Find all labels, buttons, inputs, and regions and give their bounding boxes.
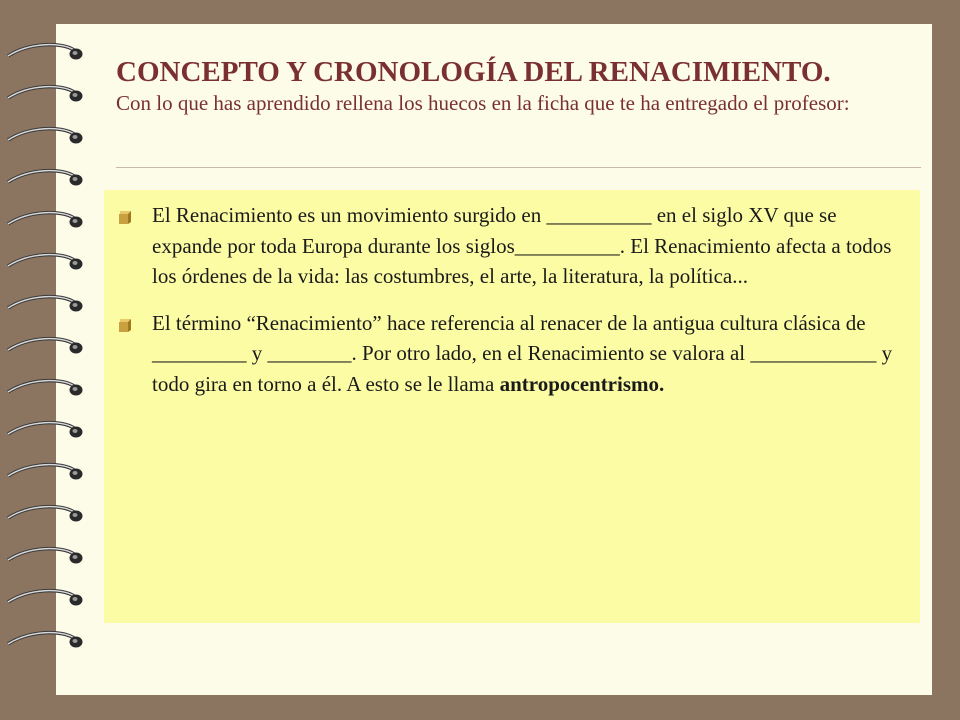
spiral-ring (8, 45, 83, 60)
spiral-ring (8, 633, 83, 648)
spiral-ring (8, 255, 83, 270)
spiral-ring (8, 591, 83, 606)
spiral-ring (8, 423, 83, 438)
spiral-ring (8, 465, 83, 480)
spiral-ring (8, 549, 83, 564)
spiral-ring (8, 507, 83, 522)
bullet-text: El término “Renacimiento” hace referencia al renacer de la antigua cultura clásica de _________ y ________. Por otro lado, en el Renacimiento se valora al ____________ y todo gira en torno a él. A esto se le llama (152, 310, 893, 396)
slide-subtitle: Con lo que has aprendido rellena los huecos en la ficha que te ha entregado el profesor: (116, 91, 850, 115)
bullet-text: El Renacimiento es un movimiento surgido en __________ en el siglo XV que se expande por toda Europa durante los siglos__________. El Renacimiento afecta a todos los órdenes de la vida: las costumbres, el arte, la literatura, la política... (152, 203, 892, 288)
bullet-list (116, 200, 906, 415)
cube-bullet-icon (116, 208, 134, 226)
bullet-item (116, 308, 906, 400)
spiral-ring (8, 381, 83, 396)
content-box (104, 190, 920, 623)
slide-title: CONCEPTO Y CRONOLOGÍA DEL RENACIMIENTO. (116, 56, 831, 88)
spiral-ring (8, 339, 83, 354)
key-term: antropocentrismo. (499, 371, 665, 396)
bullet-item (116, 200, 906, 292)
spiral-ring (8, 87, 83, 102)
spiral-binding (0, 0, 110, 720)
spiral-ring (8, 213, 83, 228)
spiral-ring (8, 297, 83, 312)
header-divider (116, 167, 921, 168)
slide-header (116, 54, 921, 117)
spiral-ring (8, 129, 83, 144)
spiral-ring (8, 171, 83, 186)
cube-bullet-icon (116, 316, 134, 334)
